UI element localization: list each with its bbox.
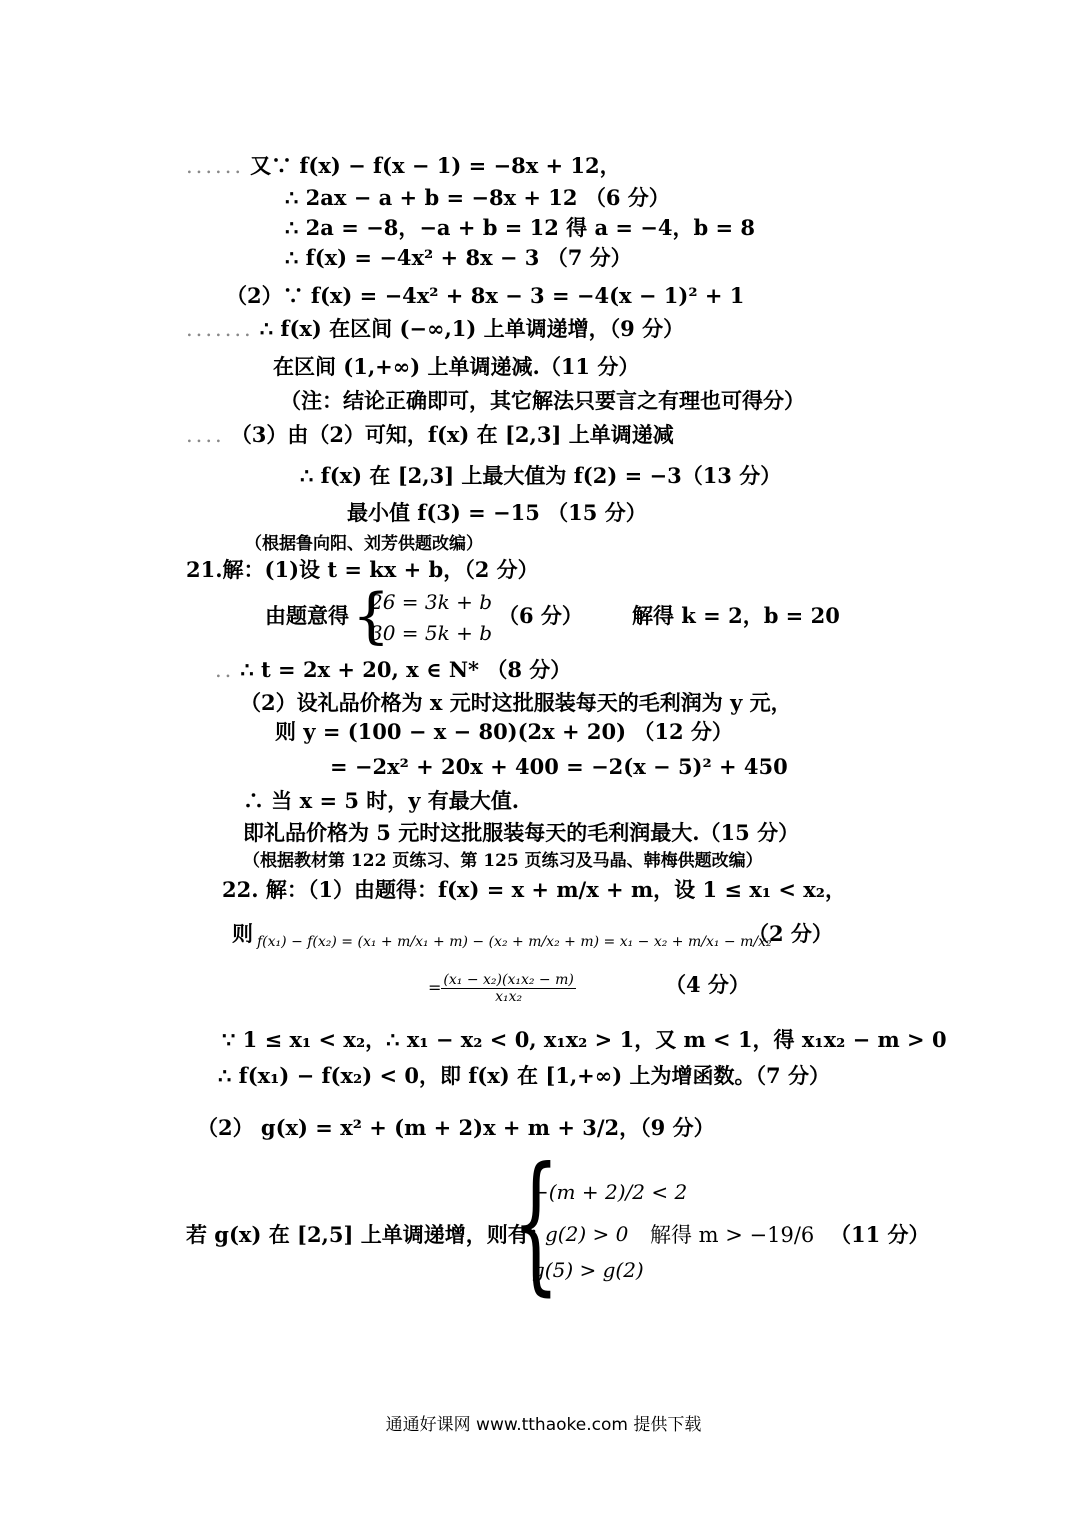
- line-21-source: （根据教材第 122 页练习、第 125 页练习及马晶、韩梅供题改编）: [243, 851, 763, 871]
- line-9: .... （3）由（2）可知，f(x) 在 [2,3] 上单调递减: [186, 422, 674, 447]
- line-1: ...... 又∵ f(x) − f(x − 1) = −8x + 12，: [186, 153, 621, 178]
- line-19: ∴ 当 x = 5 时，y 有最大值.: [243, 788, 520, 813]
- condition-2: g(2) > 0: [545, 1222, 629, 1246]
- line-17: 则 y = (100 − x − 80)(2x + 20) （12 分）: [275, 719, 733, 744]
- line-11: 最小值 f(3) = −15 （15 分）: [347, 500, 647, 525]
- condition-3: g(5) > g(2): [532, 1258, 644, 1282]
- line-8-note: （注：结论正确即可，其它解法只要言之有理也可得分）: [280, 388, 805, 413]
- line-3: ∴ 2a = −8，−a + b = 12 得 a = −4，b = 8: [285, 215, 756, 240]
- condition-1: −(m + 2)/2 < 2: [532, 1180, 688, 1204]
- line-23-score: （2 分）: [748, 921, 833, 946]
- line-15: .. ∴ t = 2x + 20, x ∈ N* （8 分）: [215, 657, 572, 682]
- line-24-denominator: x₁x₂: [495, 989, 523, 1005]
- line-13: 21.解：(1)设 t = kx + b，（2 分）: [186, 557, 539, 582]
- line-4: ∴ f(x) = −4x² + 8x − 3 （7 分）: [285, 245, 632, 270]
- system-eq-1: 26 = 3k + b: [370, 590, 493, 614]
- line-26: ∴ f(x₁) − f(x₂) < 0，即 f(x) 在 [1,+∞) 上为增函数。（7 分）: [218, 1063, 830, 1088]
- left-brace-icon-2: {: [512, 1136, 560, 1310]
- line-5: （2）∵ f(x) = −4x² + 8x − 3 = −4(x − 1)² + 1: [226, 283, 745, 308]
- line-16: （2）设礼品价格为 x 元时这批服装每天的毛利润为 y 元，: [240, 690, 792, 715]
- line-24-numerator: (x₁ − x₂)(x₁x₂ − m): [443, 972, 574, 988]
- line-10: ∴ f(x) 在 [2,3] 上最大值为 f(2) = −3（13 分）: [300, 463, 782, 488]
- line-12-source: （根据鲁向阳、刘芳供题改编）: [245, 534, 483, 554]
- line-24: = $\frac{\text{(x₁ − x₂)(x₁x₂ − m)}}{\text{x₁x₂}}$: [428, 972, 574, 1005]
- line-2: ∴ 2ax − a + b = −8x + 12 （6 分）: [285, 185, 670, 210]
- line-28-prefix: 若 g(x) 在 [2,5] 上单调递增，则有：: [186, 1222, 550, 1247]
- line-6: ....... ∴ f(x) 在区间 (−∞,1) 上单调递增，（9 分）: [186, 316, 685, 341]
- left-brace-icon: {: [352, 581, 391, 651]
- line-28-solution: 解得 m > −19/6: [650, 1223, 815, 1247]
- line-14-score: （6 分）: [498, 603, 583, 628]
- line-23-expr: f(x₁) − f(x₂) = (x₁ + m/x₁ + m) − (x₂ + m/x₂ + m) = x₁ − x₂ + m/x₁ − m/x₂: [257, 934, 772, 950]
- line-24-score: （4 分）: [665, 972, 750, 997]
- line-23-prefix: 则: [232, 921, 253, 946]
- line-14-prefix: 由题意得: [265, 603, 349, 628]
- line-14-solution: 解得 k = 2，b = 20: [632, 603, 840, 628]
- line-27: （2） g(x) = x² + (m + 2)x + m + 3/2，（9 分）: [197, 1115, 715, 1140]
- line-28-score: （11 分）: [830, 1222, 930, 1247]
- line-25: ∵ 1 ≤ x₁ < x₂，∴ x₁ − x₂ < 0, x₁x₂ > 1，又 m < 1，得 x₁x₂ − m > 0: [222, 1027, 947, 1052]
- system-eq-2: 30 = 5k + b: [370, 621, 493, 645]
- line-20: 即礼品价格为 5 元时这批服装每天的毛利润最大.（15 分）: [243, 820, 800, 845]
- line-7: 在区间 (1,+∞) 上单调递减.（11 分）: [273, 354, 640, 379]
- line-22: 22. 解：（1）由题得：f(x) = x + m/x + m，设 1 ≤ x₁ < x₂，: [222, 877, 846, 902]
- line-18: = −2x² + 20x + 400 = −2(x − 5)² + 450: [330, 754, 788, 779]
- page-footer: 通通好课网 www.tthaoke.com 提供下载: [385, 1415, 702, 1435]
